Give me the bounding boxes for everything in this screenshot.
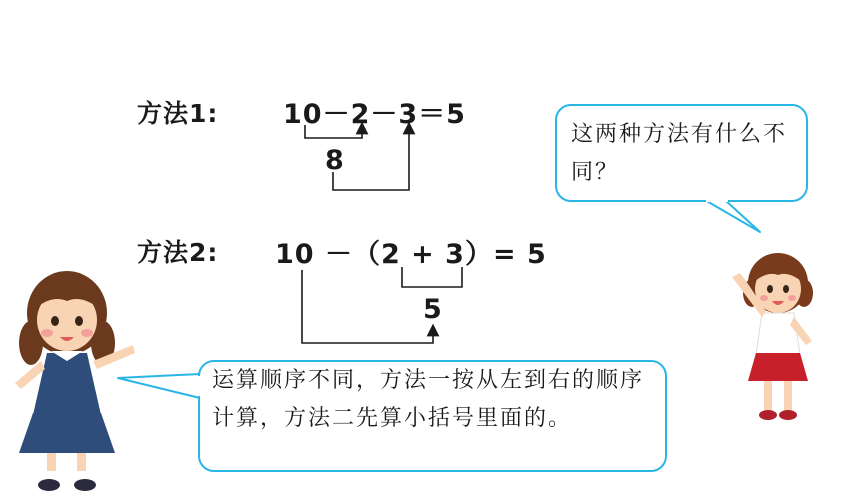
right-bubble-tail <box>705 200 760 232</box>
method2-arrow <box>302 270 433 343</box>
girl-right-illustration <box>728 245 838 425</box>
method2-label: 方法2: <box>137 238 219 267</box>
method2-bracket <box>402 267 462 287</box>
method1-label: 方法1: <box>137 99 219 128</box>
right-speech-bubble <box>555 104 808 202</box>
girl-left-illustration <box>5 265 145 495</box>
method2-equation: 10 －（2 + 3）= 5 <box>275 239 547 270</box>
left-speech-bubble <box>198 360 667 472</box>
method1-equation: 10－2－3＝5 <box>283 99 466 130</box>
method2-intermediate-result: 5 <box>423 294 442 325</box>
method1-bracket <box>305 125 362 138</box>
method1-intermediate-result: 8 <box>325 145 344 176</box>
right-bubble-text: 这两种方法有什么不同？ <box>571 122 788 185</box>
left-bubble-text: 运算顺序不同，方法一按从左到右的顺序计算，方法二先算小括号里面的。 <box>212 368 645 431</box>
